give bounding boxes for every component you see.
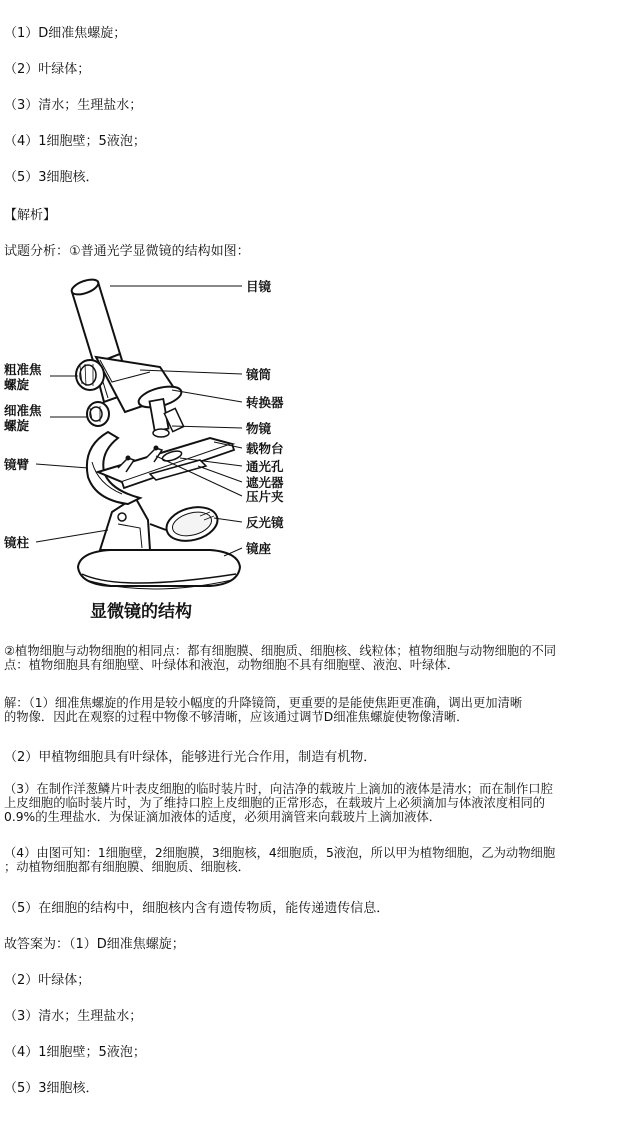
solution-4-paragraph: [4, 846, 628, 874]
answer-line-1: （1）D细准焦螺旋；: [4, 26, 127, 41]
answer-line-4: （4）1细胞壁；5液泡；: [4, 134, 146, 149]
label-tube: 镜筒: [246, 367, 272, 382]
microscope-pillar: [100, 497, 150, 550]
solution-2: （2）甲植物细胞具有叶绿体，能够进行光合作用，制造有机物．: [4, 750, 377, 765]
microscope-diagram: [0, 262, 300, 627]
label-nosepiece: 转换器: [246, 395, 284, 410]
label-mirror: 反光镜: [246, 515, 284, 530]
conclusion-intro: 故答案为：（1）D细准焦螺旋；: [4, 937, 185, 952]
label-arm: 镜臂: [4, 457, 30, 472]
label-coarse-1: 粗准焦: [4, 362, 42, 377]
label-fine-1: 细准焦: [4, 403, 42, 418]
answer-line-5: （5）3细胞核．: [4, 170, 99, 185]
label-stage: 载物台: [246, 441, 284, 456]
answer-bottom-5: （5）3细胞核．: [4, 1081, 99, 1096]
label-clips: 压片夹: [246, 489, 284, 504]
label-fine-2: 螺旋: [4, 418, 30, 433]
answer-line-3: （3）清水；生理盐水；: [4, 98, 143, 113]
solution-3-line-3: 0.9%的生理盐水．为保证滴加液体的适度，必须用滴管来向载玻片上滴加液体．: [4, 810, 442, 824]
label-eyepiece: 目镜: [246, 279, 272, 294]
microscope-base: [78, 550, 240, 589]
solution-3-line-1: （3）在制作洋葱鳞片叶表皮细胞的临时装片时，向洁净的载玻片上滴加的液体是清水；而在制作口腔: [4, 782, 553, 796]
label-coarse-2: 螺旋: [4, 377, 30, 392]
label-base: 镜座: [246, 541, 272, 556]
label-diaphragm: 遮光器: [246, 475, 284, 490]
answer-bottom-2: （2）叶绿体；: [4, 973, 91, 988]
label-objective: 物镜: [246, 421, 272, 436]
solution-3-paragraph: [4, 782, 628, 824]
analysis-intro: 试题分析：①普通光学显微镜的结构如图：: [4, 244, 250, 259]
solution-1-line-2: 的物像．因此在观察的过程中物像不够清晰，应该通过调节D细准焦螺旋使物像清晰．: [4, 710, 469, 724]
point-2-line-1: ②植物细胞与动物细胞的相同点：都有细胞膜、细胞质、细胞核、线粒体；植物细胞与动物细胞的不同: [4, 644, 557, 658]
answer-bottom-3: （3）清水；生理盐水；: [4, 1009, 143, 1024]
coarse-adjustment-knob: [76, 360, 104, 390]
solution-5: （5）在细胞的结构中，细胞核内含有遗传物质，能传递遗传信息．: [4, 901, 390, 916]
point-2-paragraph: [4, 644, 628, 672]
label-aperture: 通光孔: [246, 459, 284, 474]
point-2-line-2: 点：植物细胞具有细胞壁、叶绿体和液泡，动物细胞不具有细胞壁、液泡、叶绿体．: [4, 658, 459, 672]
microscope-stage: [98, 438, 234, 488]
solution-1-paragraph: [4, 696, 628, 724]
fine-adjustment-knob: [87, 402, 109, 426]
solution-1-line-1: 解：（1）细准焦螺旋的作用是较小幅度的升降镜筒，更重要的是能使焦距更准确，调出更加清晰: [4, 696, 523, 710]
answer-line-2: （2）叶绿体；: [4, 62, 91, 77]
solution-4-line-1: （4）由图可知：1细胞壁，2细胞膜，3细胞核，4细胞质，5液泡，所以甲为植物细胞，乙为动物细胞: [4, 846, 556, 860]
label-pillar: 镜柱: [4, 535, 30, 550]
microscope-mirror: [150, 502, 221, 546]
analysis-heading: 【解析】: [4, 208, 57, 223]
solution-4-line-2: ；动植物细胞都有细胞膜、细胞质、细胞核．: [4, 860, 250, 874]
solution-3-line-2: 上皮细胞的临时装片时，为了维持口腔上皮细胞的正常形态，在载玻片上必须滴加与体液浓度相同的: [4, 796, 546, 810]
figure-caption: 显微镜的结构: [90, 602, 192, 622]
answer-bottom-4: （4）1细胞壁；5液泡；: [4, 1045, 146, 1060]
